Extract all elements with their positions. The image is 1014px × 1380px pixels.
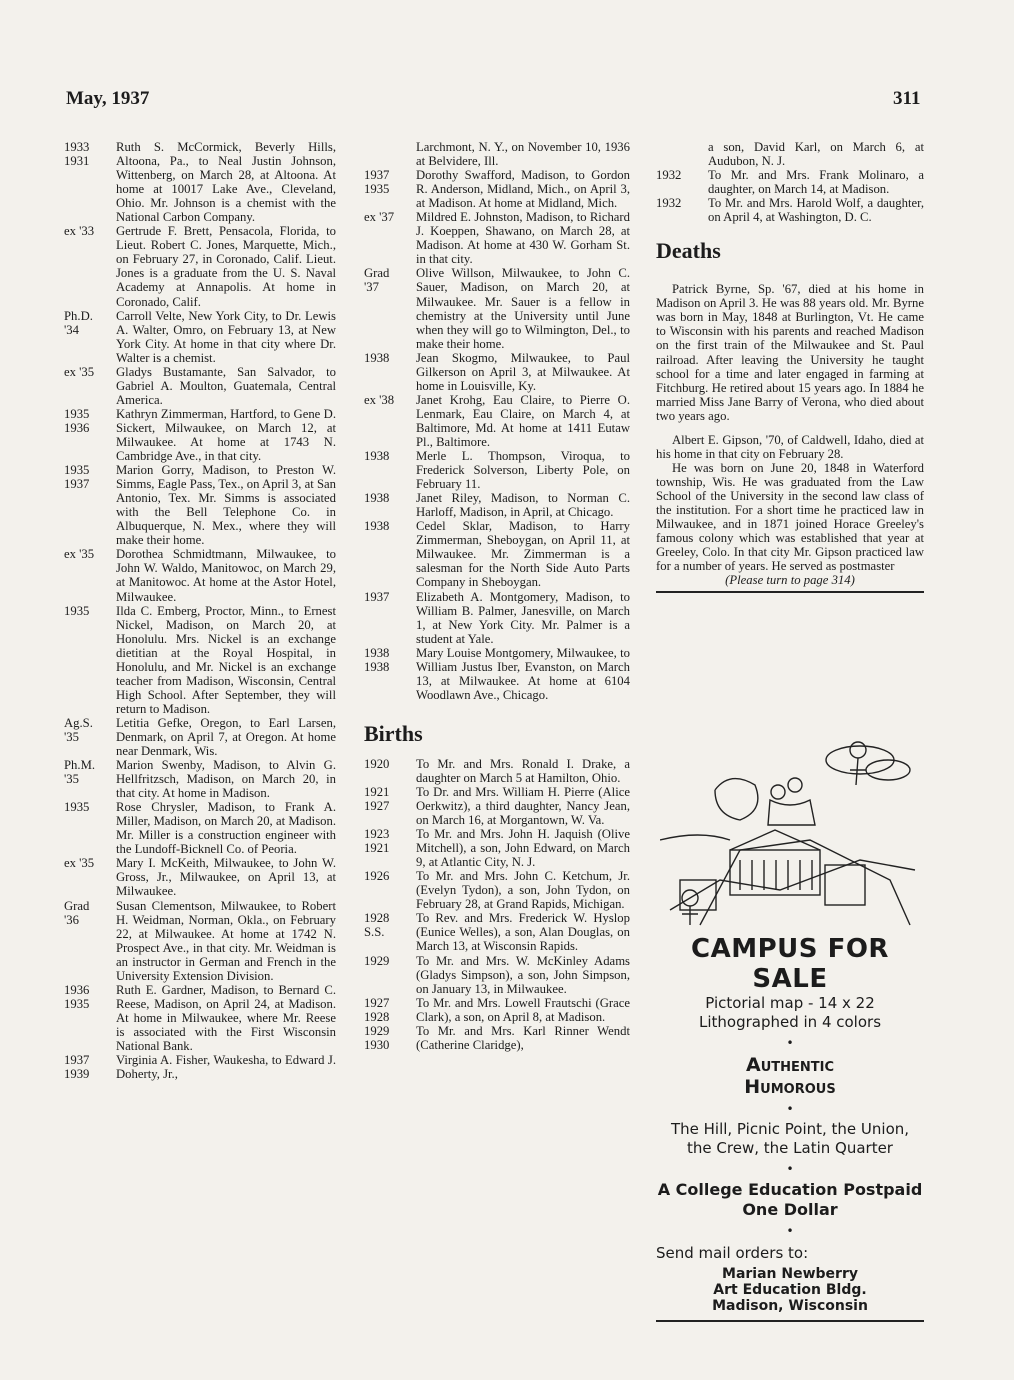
entry xyxy=(364,266,630,350)
entry xyxy=(64,1053,336,1081)
entry-text: Olive Willson, Milwaukee, to John C. Sauer, Madison, on March 20, at Milwaukee. Mr. Sauer is a fellow in chemistry at the University until June when they will go to Wilmington, Del., to make their home. xyxy=(416,266,630,351)
birth-entry xyxy=(656,196,924,224)
entry-text: Larchmont, N. Y., on November 10, 1936 at Belvidere, Ill. xyxy=(416,140,630,169)
bullet-icon: • xyxy=(786,1036,794,1050)
entry-text: Ruth E. Gardner, Madison, to Bernard C. Reese, Madison, on April 24, at Madison. At home in Milwaukee, where Mr. Reese is associated with the First Wisconsin National Bank. xyxy=(116,982,336,1053)
entry-year: ex '35 xyxy=(64,856,95,871)
divider xyxy=(656,591,924,593)
obituary-byrne: Patrick Byrne, Sp. '67, died at his home in Madison on April 3. He was 88 years old. Mr. Byrne was born in May, 1848 at Burlington, Vt. He came to Wisconsin with his parents and reached Madison on the first train of the Milwaukee and St. Paul railroad. After leaving the University he taught school for a time and later engaged in farming at Fitchburg. He retired about 15 years ago. In 1884 he married Miss Jane Barry of Verona, who died about two years ago. xyxy=(656,282,924,423)
entry-text: Dorothea Schmidtmann, Milwaukee, to John W. Waldo, Manitowoc, on March 29, at Manitowoc. At home at the Astor Hotel, Milwaukee. xyxy=(116,547,336,604)
births-deaths-column-3 xyxy=(656,140,924,593)
entry-year: Ph.M. '35 xyxy=(64,758,96,787)
entry-year: 1936 1935 xyxy=(64,982,90,1011)
entry xyxy=(64,140,336,224)
entry-year: ex '33 xyxy=(64,224,95,239)
page-number: 311 xyxy=(893,88,921,109)
ad-offer: A College Education Postpaid xyxy=(657,1180,923,1199)
entry-year xyxy=(364,140,416,168)
deaths-heading: Deaths xyxy=(656,238,721,264)
entry-year: 1926 xyxy=(364,869,390,884)
entry-year: Grad '37 xyxy=(364,266,390,295)
entry-text: Jean Skogmo, Milwaukee, to Paul Gilkerson on April 3, at Milwaukee. At home in Louisville, Ky. xyxy=(416,350,630,393)
entry-text: To Mr. and Mrs. Frank Molinaro, a daughter, on March 14, at Madison. xyxy=(708,168,924,197)
entry-text: Janet Krohg, Eau Claire, to Pierre O. Lenmark, Eau Claire, on March 4, at Baltimore, Md. At home at 1411 Eutaw Pl., Baltimore. xyxy=(416,392,630,449)
entry-year: 1921 1927 xyxy=(364,784,390,814)
campus-map-ad xyxy=(656,730,924,1322)
entry-text: Letitia Gefke, Oregon, to Earl Larsen, Denmark, on April 7, at Oregon. At home near Denmark, Wis. xyxy=(116,715,336,759)
entry-text: Marion Gorry, Madison, to Preston W. Simms, Eagle Pass, Tex., on April 3, at San Antonio, Tex. Mr. Simms is associated with the Bell Telephone Co. in Albuquerque, N. Mex., where they will make their home. xyxy=(116,463,336,548)
entry-year: Grad '36 xyxy=(64,898,90,927)
campus-illustration xyxy=(660,730,920,930)
entry-text: Merle L. Thompson, Viroqua, to Frederick Solverson, Liberty Pole, on February 11. xyxy=(416,449,630,492)
entry-year: 1935 xyxy=(64,603,90,618)
entry xyxy=(64,224,336,308)
entry xyxy=(64,407,336,463)
entry xyxy=(364,393,630,449)
birth-entry xyxy=(364,1024,630,1052)
entry-text: Rose Chrysler, Madison, to Frank A. Miller, Madison, on March 20, at Madison. Mr. Miller is a construction engineer with the Lundoff-Bicknell Co. of Peoria. xyxy=(116,800,336,857)
entry-text: Gertrude F. Brett, Pensacola, Florida, to Lieut. Robert C. Jones, Marquette, Mich., on February 27, in Coronado, Calif. Lieut. Jones is a graduate from the U. S. Naval Academy at Annapolis. At home in Coronado, Calif. xyxy=(116,224,336,309)
bullet-icon: • xyxy=(786,1162,794,1176)
entry-text: To Mr. and Mrs. Ronald I. Drake, a daughter on March 5 at Hamilton, Ohio. xyxy=(416,756,630,785)
entry-text: Kathryn Zimmerman, Hartford, to Gene D. Sickert, Milwaukee, on March 12, at Milwaukee. At home at 1743 N. Cambridge Ave., in that city. xyxy=(116,406,336,464)
entry-text: Mary Louise Montgomery, Milwaukee, to William Justus Iber, Evanston, on March 13, at Milwaukee. At home at 6104 Woodlawn Ave., Chicago. xyxy=(416,645,630,702)
entry-text: Ilda C. Emberg, Proctor, Minn., to Ernest Nickel, Madison, on March 20, at Honolulu. Mrs. Nickel is an exchange dietitian at the Royal Hospital, in Honolulu, and Mr. Nickel is an exchange teacher from Madison, Wisconsin, Central High School. After September, they will return to Madison. xyxy=(116,603,336,716)
birth-entry xyxy=(364,954,630,996)
entry-text: Cedel Sklar, Madison, to Harry Zimmerman, Sheboygan, on April 11, at Milwaukee. Mr. Zimmerman is a salesman for the North Side Auto Parts Company in Sheboygan. xyxy=(416,519,630,590)
entry xyxy=(64,463,336,547)
entry-text: Susan Clementson, Milwaukee, to Robert H. Weidman, Norman, Okla., on February 22, at Milwaukee. At home at 1742 N. Prospect Ave., in that city. Mr. Weidman is an instructor in German and French in the University Extension Division. xyxy=(116,898,336,983)
entry-year: 1937 xyxy=(364,589,390,604)
entry xyxy=(364,168,630,210)
entry xyxy=(364,351,630,393)
ad-address-name: Marian Newberry xyxy=(722,1266,858,1282)
ad-mail-label: Send mail orders to: xyxy=(656,1244,809,1262)
entry-text: To Rev. and Mrs. Frederick W. Hyslop (Eunice Welles), a son, Alan Douglas, on March 13, at Wisconsin Rapids. xyxy=(416,911,630,954)
entry-year: 1937 1935 xyxy=(364,168,390,197)
entry-text: To Dr. and Mrs. William H. Pierre (Alice Oerkwitz), a third daughter, Nancy Jean, on March 16, at Morgantown, W. Va. xyxy=(416,784,630,828)
entry-text: To Mr. and Mrs. W. McKinley Adams (Gladys Simpson), a son, John Simpson, on January 13, in Milwaukee. xyxy=(416,953,630,996)
entry xyxy=(64,604,336,716)
entry-text: To Mr. and Mrs. Harold Wolf, a daughter, on April 4, at Washington, D. C. xyxy=(708,196,924,225)
entry xyxy=(64,983,336,1053)
ad-places-1: The Hill, Picnic Point, the Union, xyxy=(670,1120,910,1138)
birth-entry xyxy=(656,168,924,196)
marriages-column-1 xyxy=(64,140,336,1081)
birth-entry xyxy=(364,757,630,785)
entry-year: ex '35 xyxy=(64,364,95,379)
birth-entry xyxy=(364,911,630,953)
ad-price: One Dollar xyxy=(742,1200,838,1219)
entry xyxy=(64,899,336,983)
page-date: May, 1937 xyxy=(66,88,150,109)
entry-text: Ruth S. McCormick, Beverly Hills, Altoona, Pa., to Neal Justin Johnson, Wittenberg, on March 28, at Altoona. At home at 10017 Lake Ave., Cleveland, Ohio. Mr. Johnson is a chemist with the National Carbon Company. xyxy=(116,140,336,225)
entry xyxy=(364,491,630,519)
entry-year xyxy=(656,140,708,168)
obituary-gipson-cont: He was born on June 20, 1848 in Waterford township, Wis. He was graduated from the Law School of the University in the second law class of the institution. For a short time he practiced law in Milwaukee, and in 1871 joined Horace Greeley's famous colony which was established that year at Greeley, Colo. In that city Mr. Gipson practiced law for a number of years. He served as postmaster xyxy=(656,460,924,574)
entry-year: 1932 xyxy=(656,168,682,183)
entry-year: 1935 xyxy=(64,800,90,815)
birth-entry xyxy=(364,827,630,869)
entry-year: 1929 xyxy=(364,953,390,968)
entry xyxy=(64,800,336,856)
entry-text: Gladys Bustamante, San Salvador, to Gabriel A. Moulton, Guatemala, Central America. xyxy=(116,364,336,407)
bullet-icon: • xyxy=(786,1102,794,1116)
entry-year: 1932 xyxy=(656,196,682,211)
marriages-births-column-2 xyxy=(364,140,630,1052)
entry-year: 1937 1939 xyxy=(64,1053,90,1082)
entry xyxy=(364,519,630,589)
ad-title: CAMPUS FOR SALE xyxy=(691,934,889,994)
entry-text: Dorothy Swafford, Madison, to Gordon R. Anderson, Midland, Mich., on April 3, at Madison. At home at Midland, Mich. xyxy=(416,168,630,211)
continued-note: (Please turn to page 314) xyxy=(725,573,855,588)
entry-text: Janet Riley, Madison, to Norman C. Harloff, Madison, in April, at Chicago. xyxy=(416,491,630,520)
entry xyxy=(364,210,630,266)
birth-entry xyxy=(364,785,630,827)
entry-text: Carroll Velte, New York City, to Dr. Lewis A. Walter, Omro, on February 13, at New York City. At home in that city where Dr. Walter is a chemist. xyxy=(116,308,336,365)
birth-entry xyxy=(364,996,630,1024)
divider xyxy=(656,1320,924,1322)
bullet-icon: • xyxy=(786,1224,794,1238)
entry-year: ex '37 xyxy=(364,210,395,225)
entry xyxy=(64,547,336,603)
entry-text: a son, David Karl, on March 6, at Audubon, N. J. xyxy=(708,140,924,169)
ad-humorous: Humorous xyxy=(744,1076,836,1098)
entry-year: 1938 xyxy=(364,491,390,506)
ad-address-city: Madison, Wisconsin xyxy=(712,1298,868,1314)
births-heading: Births xyxy=(364,720,423,746)
entry xyxy=(364,140,630,168)
entry xyxy=(364,449,630,491)
entry-year: 1938 xyxy=(364,449,390,464)
entry-year: ex '35 xyxy=(64,547,95,562)
entry-year: ex '38 xyxy=(364,392,395,407)
obituaries xyxy=(656,282,924,573)
entry-text: Mildred E. Johnston, Madison, to Richard J. Koeppen, Shawano, on March 28, at Madison. At home at 430 W. Gorham St. in that city. xyxy=(416,210,630,267)
entry-text: To Mr. and Mrs. John H. Jaquish (Olive Mitchell), a son, John Edward, on March 9, at Atlantic City, N. J. xyxy=(416,827,630,870)
entry xyxy=(364,646,630,702)
entry-text: To Mr. and Mrs. Karl Rinner Wendt (Catherine Claridge), xyxy=(416,1023,630,1052)
entry xyxy=(64,365,336,407)
ad-address-building: Art Education Bldg. xyxy=(713,1282,867,1298)
entry xyxy=(64,309,336,365)
birth-entry xyxy=(656,140,924,168)
entry-year: 1938 xyxy=(364,519,390,534)
entry-text: To Mr. and Mrs. Lowell Frautschi (Grace Clark), a son, on April 8, at Madison. xyxy=(416,995,630,1024)
entry-year: 1923 1921 xyxy=(364,827,390,856)
ad-map-size: Pictorial map - 14 x 22 xyxy=(705,994,875,1012)
entry-year: Ph.D. '34 xyxy=(64,308,93,337)
entry-year: 1920 xyxy=(364,756,390,771)
entry-text: Mary I. McKeith, Milwaukee, to John W. Gross, Jr., Milwaukee, on April 13, at Milwaukee. xyxy=(116,856,336,899)
entry-year: 1929 1930 xyxy=(364,1023,390,1052)
entry-text: Marion Swenby, Madison, to Alvin G. Hellfritzsch, Madison, on March 20, in that city. At home in Madison. xyxy=(116,758,336,801)
entry-year: 1938 xyxy=(364,350,390,365)
entry xyxy=(64,856,336,898)
birth-entry xyxy=(364,869,630,911)
entry xyxy=(64,716,336,758)
entry xyxy=(64,758,336,800)
entry-year: Ag.S. '35 xyxy=(64,715,93,744)
obituary-gipson: Albert E. Gipson, '70, of Caldwell, Idaho, died at his home in that city on February 28. xyxy=(656,432,924,461)
entry-year: 1938 1938 xyxy=(364,645,390,674)
entry-text: Elizabeth A. Montgomery, Madison, to William B. Palmer, Janesville, on March 1, at New York City. Mr. Palmer is a student at Yale. xyxy=(416,589,630,646)
entry xyxy=(364,590,630,646)
ad-authentic: Authentic xyxy=(745,1054,834,1076)
ad-places-2: the Crew, the Latin Quarter xyxy=(687,1139,893,1157)
ad-address xyxy=(656,1266,924,1314)
entry-year: 1927 1928 xyxy=(364,995,390,1024)
entry-text: To Mr. and Mrs. John C. Ketchum, Jr. (Evelyn Tydon), a son, John Tydon, on February 28, at Grand Rapids, Michigan. xyxy=(416,869,630,912)
entry-year: 1928 S.S. xyxy=(364,911,390,940)
ad-colors: Lithographed in 4 colors xyxy=(698,1013,882,1031)
entry-year: 1935 1937 xyxy=(64,463,90,492)
entry-year: 1933 1931 xyxy=(64,140,90,169)
entry-text: Virginia A. Fisher, Waukesha, to Edward J. Doherty, Jr., xyxy=(116,1053,336,1082)
entry-year: 1935 1936 xyxy=(64,406,90,435)
